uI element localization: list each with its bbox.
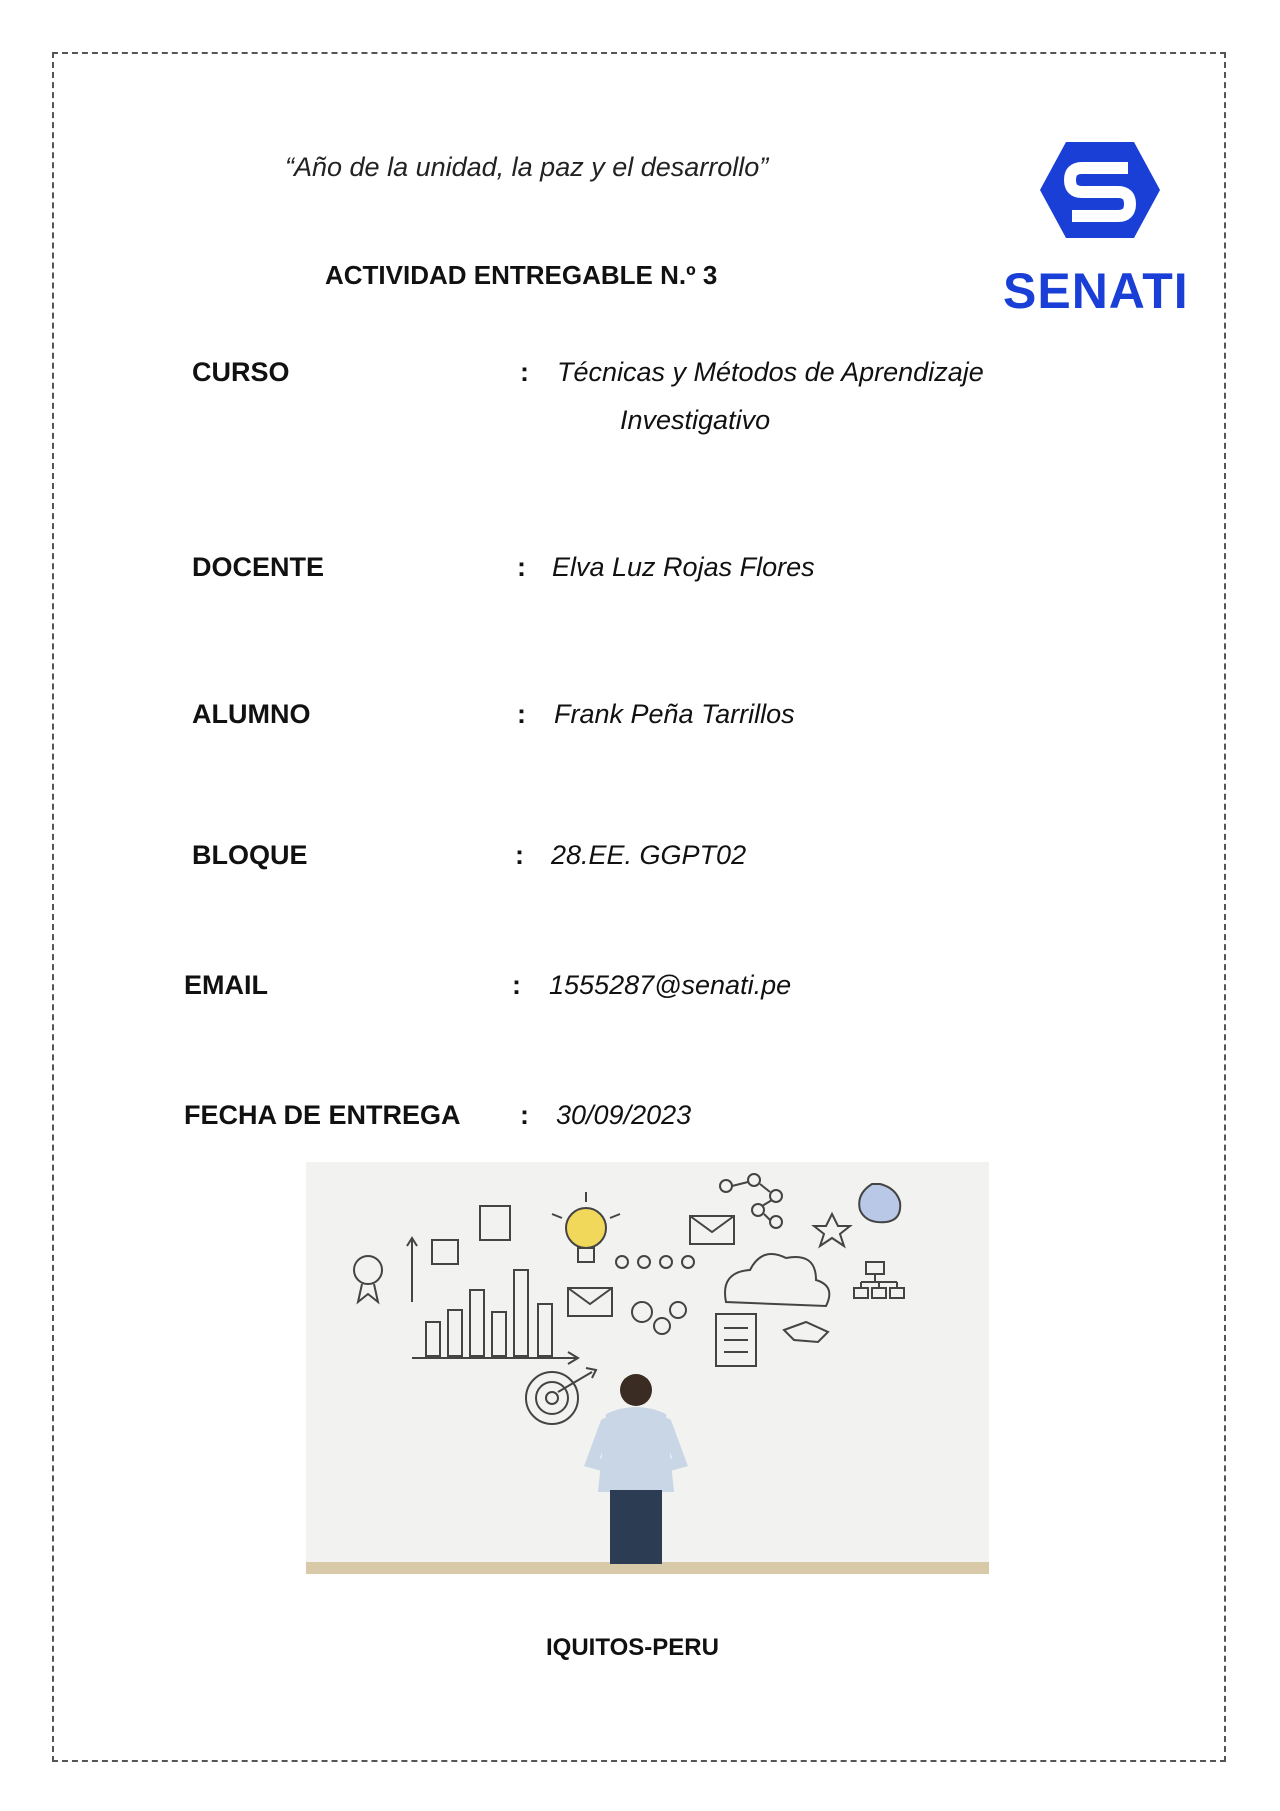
- field-colon: :: [520, 357, 529, 387]
- field-value-continued: Investigativo: [620, 405, 771, 435]
- field-alumno: [192, 699, 1092, 739]
- field-label: FECHA DE ENTREGA: [184, 1100, 461, 1130]
- field-bloque: [192, 840, 1092, 880]
- field-curso: [192, 357, 1092, 437]
- footer-location: IQUITOS-PERU: [546, 1634, 719, 1661]
- field-value: Frank Peña Tarrillos: [554, 699, 795, 729]
- field-docente: [192, 552, 1092, 592]
- field-email: [184, 970, 1084, 1010]
- field-colon: :: [520, 1100, 529, 1130]
- field-value: 1555287@senati.pe: [549, 970, 792, 1000]
- field-colon: :: [517, 699, 526, 729]
- field-colon: :: [512, 970, 521, 1000]
- cover-illustration: [306, 1162, 989, 1574]
- field-label: DOCENTE: [192, 552, 325, 582]
- motto: “Año de la unidad, la paz y el desarrollo”: [285, 152, 769, 182]
- field-colon: :: [515, 840, 524, 870]
- field-value: 28.EE. GGPT02: [551, 840, 747, 870]
- page-title: ACTIVIDAD ENTREGABLE N.º 3: [325, 260, 718, 290]
- field-fecha-de-entrega: [184, 1100, 1084, 1140]
- field-colon: :: [517, 552, 526, 582]
- field-label: CURSO: [192, 357, 290, 387]
- field-value: Técnicas y Métodos de Aprendizaje: [557, 357, 984, 387]
- field-label: ALUMNO: [192, 699, 311, 729]
- field-value: 30/09/2023: [556, 1100, 692, 1130]
- field-value: Elva Luz Rojas Flores: [552, 552, 815, 582]
- field-label: BLOQUE: [192, 840, 308, 870]
- field-label: EMAIL: [184, 970, 268, 1000]
- senati-logo-text: SENATI: [1003, 263, 1189, 319]
